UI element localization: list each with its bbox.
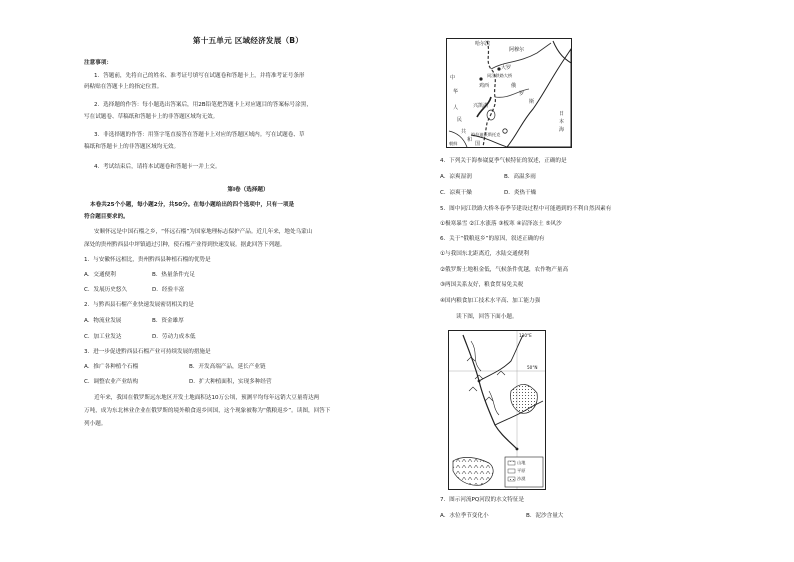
note-line: 1．答题前，先将自己的姓名、准考证号填写在试题卷和答题卡上，并将准考证号条形: [94, 73, 305, 79]
section-intro: 符合题目要求的。: [84, 214, 129, 220]
map-label: 大罗: [501, 65, 512, 71]
note-line: 2．选择题的作答：每小题选出答案后，用2B铅笔把答题卡上对应题目的答案标号涂黑，: [94, 102, 312, 108]
map-drawing: [449, 331, 546, 490]
option: D．炎热干燥: [504, 190, 537, 196]
notes-heading: 注意事项：: [84, 60, 112, 66]
note-line: 4．考试结束后，请将本试题卷和答题卡一并上交。: [94, 164, 221, 170]
option: C．加工业发达: [84, 334, 122, 340]
passage-line: 列小题。: [84, 421, 107, 427]
note-line: 码粘贴在答题卡上的指定位置。: [84, 84, 163, 90]
passage-line: 万吨，成为东北林业企业在俄罗斯的境外粮食返乡回国，这个现象被称为“俄粮返乡”。读图，回答下: [84, 408, 331, 414]
option: B．泥沙含量大: [526, 513, 564, 519]
legend-label: 沙漠: [517, 476, 526, 481]
map-label: 中: [450, 75, 456, 81]
map-label: 同江铁路大桥: [487, 73, 513, 78]
map-label: 民: [457, 117, 463, 123]
question-6-item: ③两国关系友好，粮食贸易免关税: [440, 282, 524, 288]
option: B．开发高端产品，延长产业链: [189, 364, 266, 370]
question-6-item: ②俄罗斯土地租金低，气候条件优越，农作物产量高: [440, 267, 569, 273]
legend-label: 山地: [517, 460, 526, 465]
map-label: 华: [453, 89, 459, 95]
question-6-item: ④国内粮食加工技术水平高、加工能力强: [440, 298, 541, 304]
section-intro: 本卷共25个小题，每小题2分，共50分。在每小题给出的四个选项中，只有一项是: [90, 202, 295, 208]
option: B．高温多雨: [504, 174, 536, 180]
option: A．交通便利: [84, 272, 116, 278]
question-3-stem: 3．进一步促进黔西县石榴产业可持续发展的措施是: [84, 349, 211, 355]
option: C．发展历史悠久: [84, 287, 128, 293]
map-russia-far-east: [446, 38, 572, 148]
question-2-stem: 2．与黔西县石榴产业快速发展密切相关的是: [84, 302, 194, 308]
question-5-stem: 5．图中同江铁路大桥冬春季节建设过程中可能遇到的不利自然因素有: [440, 206, 612, 212]
map-label: 本: [559, 119, 565, 125]
read-prompt: 读下图，回答下面小题。: [456, 314, 518, 320]
option: B．资金雄厚: [152, 318, 184, 324]
map-label: 朝鲜: [449, 141, 458, 146]
map-longitude-label: 130°E: [519, 333, 532, 338]
passage-line: 深处的贵州黔西县中坪镇通过引种，使石榴产业得到快速发展。据此回答下列题。: [84, 242, 286, 248]
option: C．调整农业产业结构: [84, 379, 139, 385]
question-4-stem: 4．下列关于海参崴夏季气候特征的叙述，正确的是: [440, 158, 567, 164]
question-5-items: ①极寒暴雪 ②江水涨落 ③板寒 ④沼泽冻土 ⑤风沙: [440, 221, 562, 227]
question-1-stem: 1．与安徽怀远相比，贵州黔西县种植石榴的优势是: [84, 257, 211, 263]
option: D．劳动力成本低: [152, 334, 196, 340]
note-line: 3．非选择题的作答：用签字笔直接答在答题卡上对应的答题区域内。写在试题卷、草: [94, 132, 305, 138]
map-label: 鸡西: [479, 83, 490, 89]
question-6-stem: 6．关于“俄粮返乡”的原因，叙述正确的有: [440, 236, 545, 242]
passage-line: 安顺怀远是中国石榴之乡，“怀远石榴”为国家地理标志保护产品。近几年来，地处乌蒙山: [94, 229, 313, 235]
option: A．水位季节变化小: [440, 513, 489, 519]
note-line: 写在试题卷、草稿纸和答题卡上的非答题区域均无效。: [84, 114, 219, 120]
question-7-stem: 7．图示河流PQ河段的水文特征是: [440, 497, 525, 503]
map-label: 人: [453, 105, 459, 111]
map-label: 阿穆尔: [509, 47, 525, 53]
question-6-item: ①与我国东北距离近，水陆交通便利: [440, 251, 529, 257]
option: C．凉爽干燥: [440, 190, 472, 196]
map-label: 和: [467, 137, 473, 143]
map-label: 国: [475, 141, 481, 147]
map-label: 哈尔滨: [475, 41, 491, 47]
map-label: 日: [559, 111, 565, 117]
map-label: 斯: [529, 99, 535, 105]
option: D．扩大种植面积，实现多种经营: [189, 379, 272, 385]
map-label: 共: [461, 129, 467, 135]
option: D．经验丰富: [152, 287, 185, 293]
option: A．物流业发展: [84, 318, 122, 324]
passage-line: 近年来，我国在俄罗斯远东地区开发土地面积达10万公顷，预测平均每年远销大豆量将达两: [94, 395, 320, 401]
note-line: 稿纸和答题卡上的非答题区域均无效。: [84, 144, 180, 150]
map-latitude-label: 50°N: [527, 365, 538, 370]
map-label: 罗: [519, 91, 525, 97]
map-river-basin: [448, 330, 546, 490]
map-label: 兴凯湖: [473, 103, 489, 109]
option: B．热量条件充足: [152, 272, 195, 278]
map-label: 海: [559, 127, 565, 133]
option: A．推广各种植个石榴: [84, 364, 139, 370]
map-label: 俄: [511, 83, 517, 89]
legend-label: 平原: [517, 468, 526, 473]
section-title: 第Ⅰ卷（选择题）: [227, 187, 269, 193]
option: A．凉爽湿润: [440, 174, 472, 180]
page-title: 第十五单元 区域经济发展（B）: [192, 36, 304, 45]
map-label: 符拉迪沃斯托克: [471, 132, 501, 137]
